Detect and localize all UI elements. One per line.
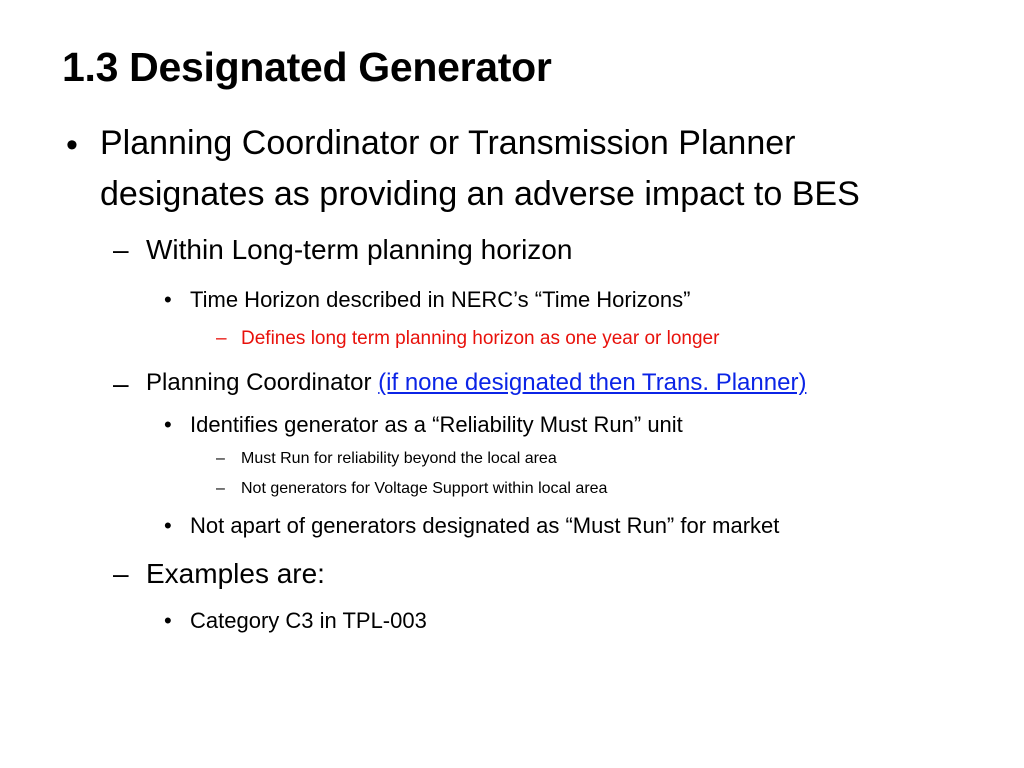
dash-marker: – xyxy=(113,558,129,589)
bullet-4: Defines long term planning horizon as one year or longer xyxy=(241,328,720,349)
dash-marker: – xyxy=(216,328,227,349)
bullet-marker: • xyxy=(66,126,78,164)
dash-marker: – xyxy=(113,234,129,265)
bullet-marker: • xyxy=(164,513,172,538)
bullet-marker: • xyxy=(164,608,172,633)
bullet-11: Category C3 in TPL-003 xyxy=(190,608,427,633)
bullet-1-line-1: Planning Coordinator or Transmission Planner xyxy=(100,124,796,162)
bullet-8: Not generators for Voltage Support within local area xyxy=(241,480,608,497)
bullet-5-text: Planning Coordinator xyxy=(146,369,379,396)
bullet-5 xyxy=(146,369,806,397)
dash-marker: – xyxy=(216,480,225,497)
dash-marker: – xyxy=(113,368,129,399)
slide-title: 1.3 Designated Generator xyxy=(62,44,552,90)
dash-marker: – xyxy=(216,450,225,467)
bullet-7: Must Run for reliability beyond the local area xyxy=(241,450,557,467)
bullet-marker: • xyxy=(164,287,172,312)
bullet-10: Examples are: xyxy=(146,558,325,589)
bullet-marker: • xyxy=(164,412,172,437)
bullet-9: Not apart of generators designated as “Must Run” for market xyxy=(190,513,780,538)
bullet-3: Time Horizon described in NERC’s “Time Horizons” xyxy=(190,287,691,312)
bullet-1-line-2: designates as providing an adverse impact to BES xyxy=(100,175,860,213)
bullet-6: Identifies generator as a “Reliability Must Run” unit xyxy=(190,412,683,437)
trans-planner-link[interactable]: (if none designated then Trans. Planner) xyxy=(378,369,807,396)
bullet-2: Within Long-term planning horizon xyxy=(146,234,573,265)
